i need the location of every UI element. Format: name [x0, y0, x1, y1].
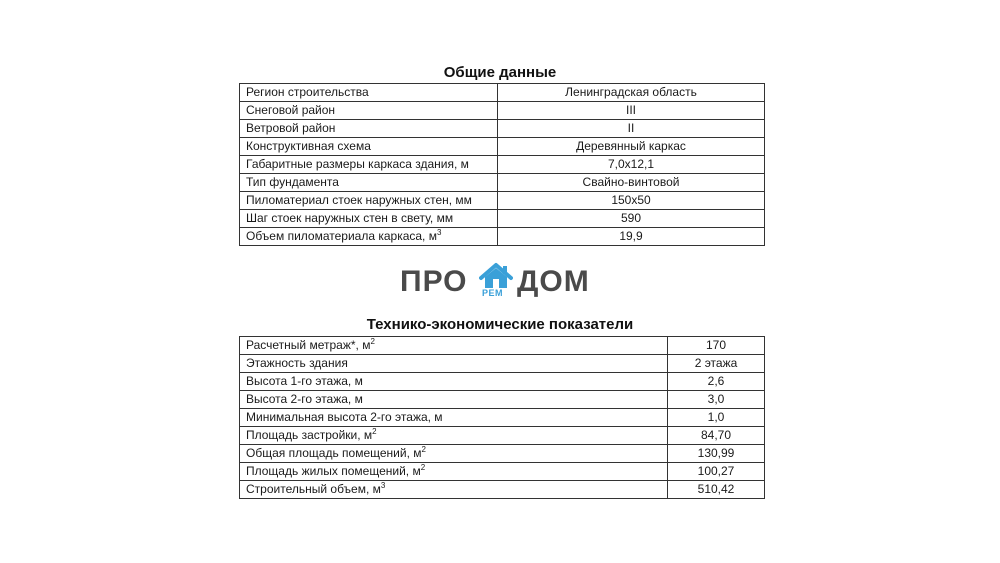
unit-superscript: 2 [420, 463, 426, 472]
row-value: 7,0х12,1 [498, 156, 765, 174]
table-row [240, 102, 765, 120]
table-row [240, 427, 765, 445]
row-value: 1,0 [668, 409, 765, 427]
prodom-logo [400, 262, 600, 302]
label-text: Строительный объем, м [246, 482, 381, 496]
label-text: Площадь застройки, м [246, 428, 373, 442]
table-row [240, 373, 765, 391]
row-value: 590 [498, 210, 765, 228]
row-label [240, 228, 498, 246]
row-label: Пиломатериал стоек наружных стен, мм [240, 192, 498, 210]
table-row [240, 210, 765, 228]
table-row [240, 391, 765, 409]
row-label: Минимальная высота 2-го этажа, м [240, 409, 668, 427]
logo-word-dom: ДОМ [517, 265, 590, 298]
row-label: Снеговой район [240, 102, 498, 120]
row-value: Свайно-винтовой [498, 174, 765, 192]
tech-econ-table [239, 336, 765, 499]
logo-word-pro: ПРО [400, 265, 468, 298]
table-row [240, 355, 765, 373]
row-value: 100,27 [668, 463, 765, 481]
table-row [240, 481, 765, 499]
logo-badge: РЕМ [482, 288, 504, 298]
row-label: Шаг стоек наружных стен в свету, мм [240, 210, 498, 228]
label-text: Расчетный метраж*, м [246, 338, 371, 352]
row-value: Деревянный каркас [498, 138, 765, 156]
row-label [240, 427, 668, 445]
table-row [240, 228, 765, 246]
unit-superscript: 2 [370, 337, 375, 346]
label-text: Общая площадь помещений, м [246, 446, 422, 460]
row-label: Регион строительства [240, 84, 498, 102]
table-row [240, 192, 765, 210]
table-row [240, 138, 765, 156]
row-value: III [498, 102, 765, 120]
table-row [240, 156, 765, 174]
row-value: II [498, 120, 765, 138]
general-data-table [239, 83, 765, 246]
unit-superscript: 2 [372, 427, 377, 436]
tech-econ-title: Технико-экономические показатели [366, 316, 634, 333]
row-value: 3,0 [668, 391, 765, 409]
row-value: 130,99 [668, 445, 765, 463]
table-row [240, 445, 765, 463]
row-label: Ветровой район [240, 120, 498, 138]
row-label [240, 463, 668, 481]
row-value: Ленинградская область [498, 84, 765, 102]
row-label [240, 481, 668, 499]
label-text: Объем пиломатериала каркаса, м [246, 229, 437, 243]
label-text: Площадь жилых помещений, м [246, 464, 421, 478]
row-value: 510,42 [668, 481, 765, 499]
table-row [240, 120, 765, 138]
row-value: 2,6 [668, 373, 765, 391]
row-label: Этажность здания [240, 355, 668, 373]
row-label: Высота 1-го этажа, м [240, 373, 668, 391]
row-label [240, 445, 668, 463]
table-row [240, 174, 765, 192]
row-value: 150х50 [498, 192, 765, 210]
unit-superscript: 3 [436, 228, 442, 237]
row-label: Габаритные размеры каркаса здания, м [240, 156, 498, 174]
unit-superscript: 3 [380, 481, 386, 490]
row-value: 2 этажа [668, 355, 765, 373]
table-row [240, 84, 765, 102]
row-value: 19,9 [498, 228, 765, 246]
unit-superscript: 2 [421, 445, 426, 454]
row-label: Конструктивная схема [240, 138, 498, 156]
table-row [240, 463, 765, 481]
row-value: 170 [668, 337, 765, 355]
general-data-title: Общие данные [443, 64, 557, 81]
row-value: 84,70 [668, 427, 765, 445]
row-label: Тип фундамента [240, 174, 498, 192]
table-row [240, 409, 765, 427]
row-label [240, 337, 668, 355]
table-row [240, 337, 765, 355]
row-label: Высота 2-го этажа, м [240, 391, 668, 409]
